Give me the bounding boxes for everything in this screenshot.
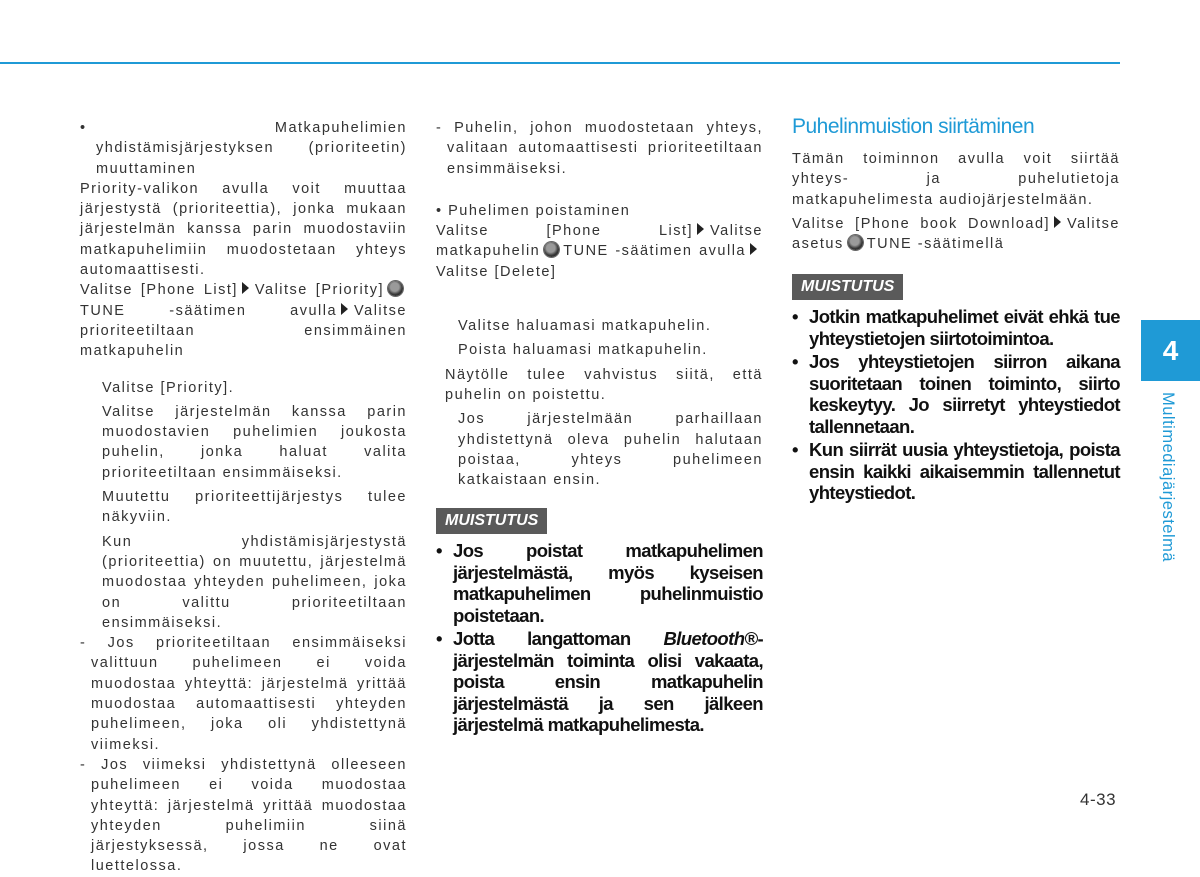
tune-knob-icon — [848, 235, 863, 250]
note-item: • Kun siirrät uusia yhteystietoja, poista ensin kaikki aikaisemmin tallennetut yhteystiedot. — [792, 439, 1120, 504]
delete-steps: Valitse [Phone List] Valitse matkapuhelin TUNE -säätimen avullaValitse [Delete] — [436, 223, 763, 280]
tune-knob-icon — [544, 242, 559, 257]
tune-knob-icon — [388, 281, 403, 296]
transfer-description: Tämän toiminnon avulla voit siirtää yhteys- ja puhelutietoja matkapuhelimesta audiojärjestelmään. — [792, 151, 1120, 208]
dash-note-3: - Puhelin, johon muodostetaan yhteys, valitaan automaattisesti prioriteetiltaan ensimmäiseksi. — [436, 120, 763, 177]
arrow-icon — [242, 282, 249, 294]
arrow-icon — [341, 303, 348, 315]
page-number: 4-33 — [1080, 790, 1117, 809]
arrow-icon — [1054, 216, 1061, 228]
chapter-title: Multimediajärjestelmä — [1159, 392, 1177, 563]
section-heading: Puhelinmuistion siirtäminen — [792, 115, 1035, 138]
note-badge: MUISTUTUS — [436, 508, 547, 534]
step-disconnect-first: Jos järjestelmään parhaillaan yhdistettynä oleva puhelin halutaan poistaa, yhteys puhelimeen katkaistaan ensin. — [458, 411, 763, 489]
note-item: • Jos poistat matkapuhelimen järjestelmästä, myös kyseisen matkapuhelimen puhelinmuistio poistetaan. — [436, 540, 763, 626]
transfer-steps: Valitse [Phone book Download] Valitse asetus TUNE -säätimellä — [792, 215, 1120, 253]
note-list — [436, 540, 763, 736]
chapter-number-tab: 4 — [1141, 320, 1200, 381]
bullet-priority-change: • Matkapuhelimien yhdistämisjärjestyksen (prioriteetin) muuttaminen — [80, 120, 407, 177]
priority-description: Priority-valikon avulla voit muuttaa järjestystä (prioriteettia), jonka mukaan järjestelmän kanssa parin muodostaviin matkapuhelimiin muodostetaan yhteys automaattisesti. — [80, 180, 407, 279]
step-order-shown: Muutettu prioriteettijärjestys tulee näkyviin. — [102, 489, 407, 526]
dash-note-2: - Jos viimeksi yhdistettynä olleeseen puhelimeen ei voida muodostaa yhteyttä: järjestelmä yrittää muodostaa yhteyden puhelimiin siinä järjestyksessä, jossa ne ovat luettelossa. — [80, 756, 407, 875]
column-right — [792, 115, 1120, 506]
note-badge: MUISTUTUS — [792, 274, 903, 300]
step-confirmation: Näytölle tulee vahvistus siitä, että puhelin on poistettu. — [445, 366, 763, 403]
step-reconnect: Kun yhdistämisjärjestystä (prioriteettia) on muutettu, järjestelmä muodostaa yhteyden puhelimeen, joka on valittu prioriteetiltaan ensimmäiseksi. — [102, 533, 407, 631]
column-middle — [436, 118, 763, 738]
arrow-icon — [697, 223, 704, 235]
note-list — [792, 306, 1120, 504]
column-left — [80, 118, 407, 877]
note-section-middle — [436, 508, 763, 736]
step-choose-phone: Valitse haluamasi matkapuhelin. — [458, 318, 712, 335]
priority-steps: Valitse [Phone List] Valitse [Priority]TUNE -säätimen avulla Valitse prioriteetiltaan ensimmäinen matkapuhelin — [80, 282, 407, 360]
step-select-phone: Valitse järjestelmän kanssa parin muodostavien puhelimien joukosta puhelin, jonka haluat valita prioriteetiltaan ensimmäiseksi. — [102, 403, 407, 481]
top-divider — [0, 62, 1120, 64]
dash-note-1: - Jos prioriteetiltaan ensimmäiseksi valittuun puhelimeen ei voida muodostaa yhteyttä: järjestelmä yrittää muodostaa automaattisesti yhteyden puhelimeen, joka oli yhdistettynä viimeksi. — [80, 635, 407, 753]
note-item: • Jotta langattoman Bluetooth®-järjestelmän toiminta olisi vakaata, poista ensin matkapuhelin järjestelmästä ja sen jälkeen järjestelmä matkapuhelimesta. — [436, 628, 763, 736]
step-select-priority: Valitse [Priority]. — [102, 379, 235, 396]
arrow-icon — [750, 243, 757, 255]
note-item: • Jos yhteystietojen siirron aikana suoritetaan toinen toiminto, siirto keskeytyy. Jo siirretyt yhteystiedot tallennetaan. — [792, 351, 1120, 437]
bullet-delete-phone: • Puhelimen poistaminen — [436, 202, 631, 219]
note-item: • Jotkin matkapuhelimet eivät ehkä tue yhteystietojen siirtotoimintoa. — [792, 306, 1120, 349]
note-section-right — [792, 274, 1120, 504]
step-delete-phone: Poista haluamasi matkapuhelin. — [458, 342, 708, 359]
